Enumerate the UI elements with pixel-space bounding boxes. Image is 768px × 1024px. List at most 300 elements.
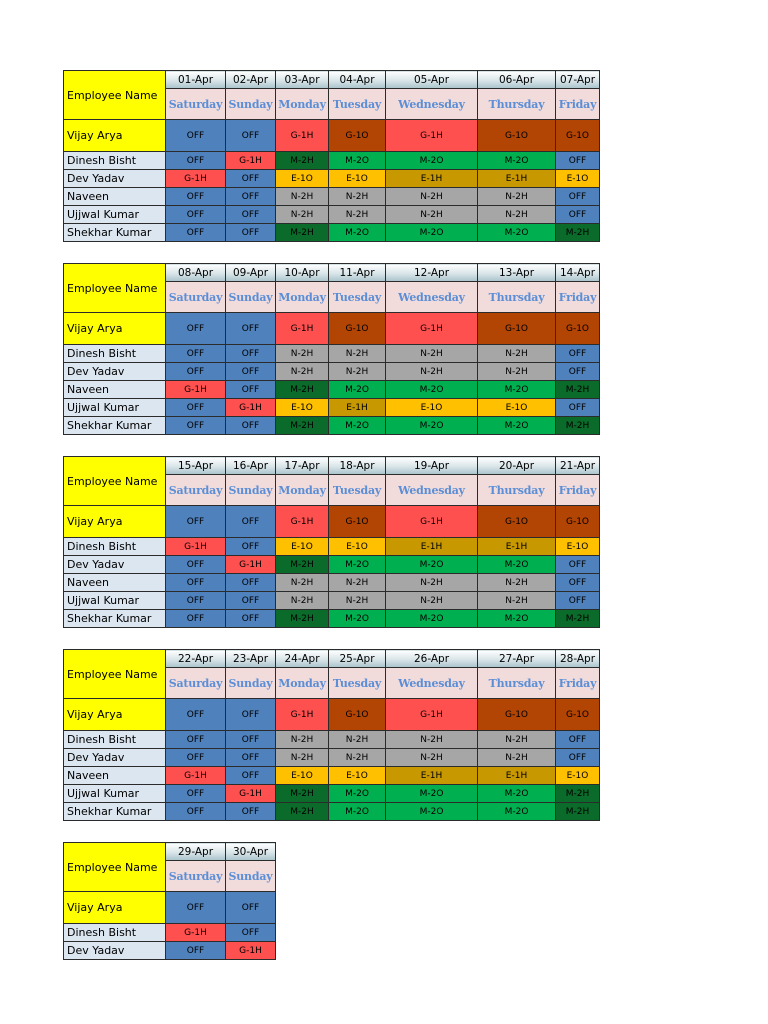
shift-cell: OFF	[226, 206, 276, 224]
day-header-cell: Thursday	[478, 282, 556, 313]
shift-cell: N-2H	[276, 731, 329, 749]
shift-cell: M-2O	[386, 610, 478, 628]
shift-cell: N-2H	[478, 363, 556, 381]
shift-cell: E-1H	[386, 538, 478, 556]
day-header-cell: Friday	[556, 475, 600, 506]
shift-cell: M-2O	[329, 610, 386, 628]
day-header-cell: Saturday	[166, 668, 226, 699]
shift-cell: N-2H	[329, 749, 386, 767]
employee-name: Shekhar Kumar	[64, 803, 166, 821]
employee-name: Dinesh Bisht	[64, 924, 166, 942]
date-header-cell: 22-Apr	[166, 650, 226, 668]
employee-row	[64, 363, 600, 381]
employee-row	[64, 556, 600, 574]
shift-cell: OFF	[226, 506, 276, 538]
shift-cell: N-2H	[386, 363, 478, 381]
shift-cell: N-2H	[478, 592, 556, 610]
shift-cell: N-2H	[478, 574, 556, 592]
date-header-cell: 14-Apr	[556, 264, 600, 282]
day-header-cell: Saturday	[166, 89, 226, 120]
employee-name-header: Employee Name	[64, 457, 166, 506]
shift-cell: G-1O	[478, 120, 556, 152]
date-header-cell: 23-Apr	[226, 650, 276, 668]
shift-cell: G-1H	[166, 767, 226, 785]
employee-name: Vijay Arya	[64, 120, 166, 152]
date-header-cell: 29-Apr	[166, 843, 226, 861]
employee-name: Dinesh Bisht	[64, 152, 166, 170]
shift-cell: OFF	[166, 120, 226, 152]
day-header-cell: Sunday	[226, 282, 276, 313]
shift-cell: OFF	[556, 574, 600, 592]
employee-row	[64, 538, 600, 556]
shift-cell: M-2H	[276, 152, 329, 170]
date-header-cell: 30-Apr	[226, 843, 276, 861]
shift-cell: N-2H	[478, 345, 556, 363]
shift-cell: OFF	[556, 399, 600, 417]
date-header-cell: 13-Apr	[478, 264, 556, 282]
shift-cell: M-2O	[386, 381, 478, 399]
shift-cell: N-2H	[329, 592, 386, 610]
shift-cell: G-1H	[386, 699, 478, 731]
shift-cell: M-2O	[329, 224, 386, 242]
day-header-cell: Sunday	[226, 861, 276, 892]
shift-cell: N-2H	[329, 731, 386, 749]
date-header-cell: 10-Apr	[276, 264, 329, 282]
shift-cell: OFF	[166, 363, 226, 381]
shift-cell: N-2H	[329, 574, 386, 592]
shift-cell: E-1O	[478, 399, 556, 417]
date-header-cell: 06-Apr	[478, 71, 556, 89]
shift-cell: M-2O	[478, 152, 556, 170]
shift-cell: OFF	[556, 749, 600, 767]
shift-cell: OFF	[226, 381, 276, 399]
shift-cell: M-2O	[478, 610, 556, 628]
shift-cell: M-2H	[556, 417, 600, 435]
shift-cell: OFF	[166, 206, 226, 224]
shift-cell: G-1H	[226, 556, 276, 574]
employee-row	[64, 120, 600, 152]
date-header-cell: 07-Apr	[556, 71, 600, 89]
shift-cell: M-2H	[276, 224, 329, 242]
day-header-cell: Tuesday	[329, 282, 386, 313]
day-header-cell: Saturday	[166, 861, 226, 892]
shift-cell: N-2H	[478, 188, 556, 206]
shift-cell: OFF	[166, 556, 226, 574]
shift-cell: N-2H	[276, 749, 329, 767]
shift-cell: E-1H	[329, 399, 386, 417]
employee-row	[64, 924, 276, 942]
shift-cell: M-2O	[329, 803, 386, 821]
shift-cell: E-1O	[329, 767, 386, 785]
employee-name: Naveen	[64, 188, 166, 206]
shift-cell: N-2H	[276, 206, 329, 224]
employee-name: Dev Yadav	[64, 749, 166, 767]
date-header-cell: 21-Apr	[556, 457, 600, 475]
shift-cell: N-2H	[386, 574, 478, 592]
day-header-cell: Friday	[556, 89, 600, 120]
shift-cell: G-1O	[478, 699, 556, 731]
shift-cell: G-1O	[478, 506, 556, 538]
day-header-cell: Thursday	[478, 475, 556, 506]
employee-name: Shekhar Kumar	[64, 610, 166, 628]
shift-cell: M-2O	[478, 803, 556, 821]
date-header-cell: 05-Apr	[386, 71, 478, 89]
shift-cell: M-2H	[276, 381, 329, 399]
employee-name-header: Employee Name	[64, 843, 166, 892]
shift-cell: M-2O	[386, 803, 478, 821]
shift-cell: G-1O	[556, 699, 600, 731]
date-header-cell: 04-Apr	[329, 71, 386, 89]
employee-name: Dev Yadav	[64, 363, 166, 381]
shift-cell: OFF	[226, 120, 276, 152]
shift-cell: E-1H	[386, 767, 478, 785]
date-header-cell: 19-Apr	[386, 457, 478, 475]
shift-cell: G-1O	[478, 313, 556, 345]
shift-cell: N-2H	[386, 749, 478, 767]
date-header-row	[64, 457, 600, 475]
employee-name: Naveen	[64, 381, 166, 399]
shift-cell: OFF	[226, 224, 276, 242]
shift-cell: OFF	[166, 188, 226, 206]
shift-cell: N-2H	[386, 206, 478, 224]
shift-cell: N-2H	[276, 363, 329, 381]
day-header-cell: Wednesday	[386, 282, 478, 313]
date-header-row	[64, 71, 600, 89]
employee-row	[64, 206, 600, 224]
day-header-cell: Monday	[276, 282, 329, 313]
shift-cell: OFF	[226, 417, 276, 435]
shift-cell: N-2H	[276, 592, 329, 610]
day-header-cell: Tuesday	[329, 475, 386, 506]
date-header-cell: 24-Apr	[276, 650, 329, 668]
shift-cell: G-1H	[166, 170, 226, 188]
roster-table-week-2	[63, 263, 600, 435]
shift-cell: M-2H	[276, 556, 329, 574]
shift-cell: OFF	[556, 206, 600, 224]
day-header-cell: Tuesday	[329, 89, 386, 120]
shift-cell: M-2H	[556, 785, 600, 803]
roster-table-week-3	[63, 456, 600, 628]
shift-cell: M-2H	[276, 785, 329, 803]
employee-name: Vijay Arya	[64, 506, 166, 538]
employee-row	[64, 381, 600, 399]
shift-cell: OFF	[556, 152, 600, 170]
employee-row	[64, 170, 600, 188]
date-header-cell: 01-Apr	[166, 71, 226, 89]
shift-cell: G-1H	[226, 942, 276, 960]
day-header-cell: Thursday	[478, 89, 556, 120]
shift-cell: G-1O	[556, 313, 600, 345]
employee-name: Dev Yadav	[64, 942, 166, 960]
shift-cell: E-1O	[276, 170, 329, 188]
shift-cell: OFF	[166, 592, 226, 610]
shift-cell: OFF	[556, 188, 600, 206]
day-header-cell: Sunday	[226, 668, 276, 699]
day-header-cell: Wednesday	[386, 668, 478, 699]
shift-cell: N-2H	[386, 345, 478, 363]
employee-row	[64, 224, 600, 242]
shift-cell: N-2H	[276, 345, 329, 363]
shift-cell: E-1O	[329, 170, 386, 188]
roster-table-week-1	[63, 70, 600, 242]
shift-cell: E-1H	[478, 538, 556, 556]
shift-cell: G-1O	[329, 699, 386, 731]
shift-cell: M-2O	[478, 417, 556, 435]
employee-row	[64, 942, 276, 960]
shift-cell: OFF	[556, 592, 600, 610]
employee-name: Dinesh Bisht	[64, 731, 166, 749]
date-header-cell: 02-Apr	[226, 71, 276, 89]
employee-row	[64, 892, 276, 924]
shift-cell: OFF	[166, 803, 226, 821]
shift-cell: M-2O	[386, 417, 478, 435]
date-header-cell: 18-Apr	[329, 457, 386, 475]
shift-cell: N-2H	[329, 363, 386, 381]
date-header-row	[64, 843, 276, 861]
shift-cell: M-2O	[478, 224, 556, 242]
date-header-cell: 03-Apr	[276, 71, 329, 89]
shift-cell: OFF	[166, 399, 226, 417]
shift-cell: G-1H	[276, 120, 329, 152]
date-header-cell: 12-Apr	[386, 264, 478, 282]
day-header-cell: Monday	[276, 668, 329, 699]
date-header-cell: 16-Apr	[226, 457, 276, 475]
shift-cell: OFF	[166, 224, 226, 242]
shift-cell: G-1H	[386, 313, 478, 345]
shift-cell: M-2O	[386, 785, 478, 803]
shift-cell: G-1H	[386, 506, 478, 538]
shift-cell: G-1O	[329, 506, 386, 538]
shift-cell: G-1H	[386, 120, 478, 152]
employee-name: Ujjwal Kumar	[64, 592, 166, 610]
shift-cell: M-2O	[478, 785, 556, 803]
shift-cell: E-1H	[478, 767, 556, 785]
day-header-cell: Tuesday	[329, 668, 386, 699]
shift-cell: M-2O	[478, 381, 556, 399]
shift-cell: OFF	[166, 506, 226, 538]
shift-cell: N-2H	[276, 188, 329, 206]
shift-cell: OFF	[226, 363, 276, 381]
shift-cell: G-1H	[276, 506, 329, 538]
shift-cell: OFF	[556, 345, 600, 363]
employee-row	[64, 785, 600, 803]
employee-row	[64, 699, 600, 731]
shift-cell: E-1O	[556, 170, 600, 188]
employee-row	[64, 417, 600, 435]
shift-cell: OFF	[556, 731, 600, 749]
employee-name: Dinesh Bisht	[64, 538, 166, 556]
employee-row	[64, 592, 600, 610]
shift-cell: M-2O	[329, 785, 386, 803]
shift-cell: OFF	[166, 699, 226, 731]
shift-cell: M-2H	[556, 610, 600, 628]
shift-cell: N-2H	[329, 345, 386, 363]
shift-cell: N-2H	[276, 574, 329, 592]
shift-cell: OFF	[226, 188, 276, 206]
date-header-cell: 09-Apr	[226, 264, 276, 282]
shift-cell: N-2H	[478, 206, 556, 224]
shift-cell: OFF	[226, 749, 276, 767]
day-header-cell: Monday	[276, 475, 329, 506]
shift-cell: OFF	[226, 610, 276, 628]
date-header-cell: 15-Apr	[166, 457, 226, 475]
shift-cell: G-1O	[556, 120, 600, 152]
employee-row	[64, 152, 600, 170]
shift-cell: M-2H	[556, 803, 600, 821]
shift-cell: E-1O	[276, 399, 329, 417]
roster-table-week-5	[63, 842, 276, 960]
shift-cell: M-2H	[276, 417, 329, 435]
employee-name: Naveen	[64, 767, 166, 785]
shift-cell: M-2O	[386, 152, 478, 170]
shift-cell: E-1O	[276, 538, 329, 556]
day-header-cell: Friday	[556, 282, 600, 313]
shift-cell: M-2O	[386, 224, 478, 242]
shift-cell: OFF	[226, 731, 276, 749]
day-header-cell: Saturday	[166, 475, 226, 506]
shift-cell: OFF	[166, 731, 226, 749]
employee-name: Vijay Arya	[64, 313, 166, 345]
shift-cell: M-2O	[329, 556, 386, 574]
shift-cell: M-2H	[556, 224, 600, 242]
shift-cell: G-1H	[166, 924, 226, 942]
shift-cell: M-2H	[556, 381, 600, 399]
shift-cell: OFF	[226, 803, 276, 821]
employee-row	[64, 188, 600, 206]
date-header-cell: 11-Apr	[329, 264, 386, 282]
employee-row	[64, 731, 600, 749]
shift-cell: OFF	[166, 942, 226, 960]
employee-row	[64, 803, 600, 821]
day-header-cell: Friday	[556, 668, 600, 699]
shift-cell: N-2H	[329, 206, 386, 224]
shift-cell: OFF	[556, 363, 600, 381]
shift-cell: OFF	[226, 592, 276, 610]
employee-name-header: Employee Name	[64, 264, 166, 313]
date-header-cell: 08-Apr	[166, 264, 226, 282]
shift-cell: E-1H	[478, 170, 556, 188]
employee-name: Dinesh Bisht	[64, 345, 166, 363]
date-header-cell: 26-Apr	[386, 650, 478, 668]
day-header-cell: Wednesday	[386, 475, 478, 506]
day-header-cell: Sunday	[226, 475, 276, 506]
shift-cell: M-2O	[386, 556, 478, 574]
shift-cell: G-1H	[166, 538, 226, 556]
employee-name: Vijay Arya	[64, 699, 166, 731]
employee-name-header: Employee Name	[64, 650, 166, 699]
shift-cell: OFF	[226, 892, 276, 924]
shift-cell: OFF	[226, 767, 276, 785]
shift-cell: G-1O	[329, 120, 386, 152]
employee-row	[64, 767, 600, 785]
employee-name: Shekhar Kumar	[64, 224, 166, 242]
shift-cell: OFF	[166, 785, 226, 803]
day-header-cell: Thursday	[478, 668, 556, 699]
shift-cell: G-1H	[166, 381, 226, 399]
shift-cell: OFF	[226, 345, 276, 363]
shift-cell: G-1H	[276, 699, 329, 731]
shift-cell: M-2H	[276, 803, 329, 821]
employee-name: Dev Yadav	[64, 556, 166, 574]
employee-name-header: Employee Name	[64, 71, 166, 120]
shift-cell: G-1O	[329, 313, 386, 345]
shift-cell: OFF	[556, 556, 600, 574]
shift-cell: M-2O	[329, 417, 386, 435]
employee-row	[64, 399, 600, 417]
employee-name: Naveen	[64, 574, 166, 592]
shift-cell: OFF	[166, 749, 226, 767]
shift-cell: OFF	[166, 610, 226, 628]
employee-row	[64, 749, 600, 767]
employee-name: Shekhar Kumar	[64, 417, 166, 435]
shift-cell: OFF	[166, 152, 226, 170]
shift-cell: OFF	[226, 924, 276, 942]
shift-cell: N-2H	[478, 749, 556, 767]
employee-row	[64, 574, 600, 592]
employee-row	[64, 345, 600, 363]
shift-cell: OFF	[166, 574, 226, 592]
day-header-cell: Monday	[276, 89, 329, 120]
shift-cell: E-1H	[386, 170, 478, 188]
date-header-cell: 17-Apr	[276, 457, 329, 475]
employee-row	[64, 313, 600, 345]
shift-cell: E-1O	[329, 538, 386, 556]
date-header-cell: 27-Apr	[478, 650, 556, 668]
shift-cell: E-1O	[276, 767, 329, 785]
date-header-cell: 28-Apr	[556, 650, 600, 668]
date-header-row	[64, 264, 600, 282]
employee-row	[64, 610, 600, 628]
employee-row	[64, 506, 600, 538]
shift-cell: G-1H	[226, 152, 276, 170]
shift-cell: OFF	[226, 170, 276, 188]
day-header-cell: Saturday	[166, 282, 226, 313]
day-header-cell: Wednesday	[386, 89, 478, 120]
shift-cell: OFF	[166, 417, 226, 435]
shift-cell: E-1O	[556, 538, 600, 556]
shift-cell: G-1H	[226, 399, 276, 417]
day-header-cell: Sunday	[226, 89, 276, 120]
date-header-cell: 25-Apr	[329, 650, 386, 668]
shift-cell: G-1H	[226, 785, 276, 803]
shift-cell: E-1O	[386, 399, 478, 417]
shift-cell: E-1O	[556, 767, 600, 785]
shift-cell: M-2O	[329, 152, 386, 170]
shift-cell: OFF	[166, 892, 226, 924]
shift-cell: N-2H	[386, 188, 478, 206]
employee-name: Ujjwal Kumar	[64, 206, 166, 224]
shift-cell: M-2O	[329, 381, 386, 399]
date-header-cell: 20-Apr	[478, 457, 556, 475]
date-header-row	[64, 650, 600, 668]
shift-cell: OFF	[226, 699, 276, 731]
shift-cell: N-2H	[386, 592, 478, 610]
shift-cell: N-2H	[478, 731, 556, 749]
shift-cell: N-2H	[386, 731, 478, 749]
employee-name: Dev Yadav	[64, 170, 166, 188]
shift-cell: OFF	[226, 313, 276, 345]
shift-cell: OFF	[166, 313, 226, 345]
shift-cell: G-1O	[556, 506, 600, 538]
shift-cell: N-2H	[329, 188, 386, 206]
shift-cell: OFF	[226, 574, 276, 592]
shift-cell: M-2H	[276, 610, 329, 628]
employee-name: Ujjwal Kumar	[64, 785, 166, 803]
employee-name: Vijay Arya	[64, 892, 166, 924]
shift-cell: G-1H	[276, 313, 329, 345]
shift-cell: M-2O	[478, 556, 556, 574]
shift-cell: OFF	[226, 538, 276, 556]
